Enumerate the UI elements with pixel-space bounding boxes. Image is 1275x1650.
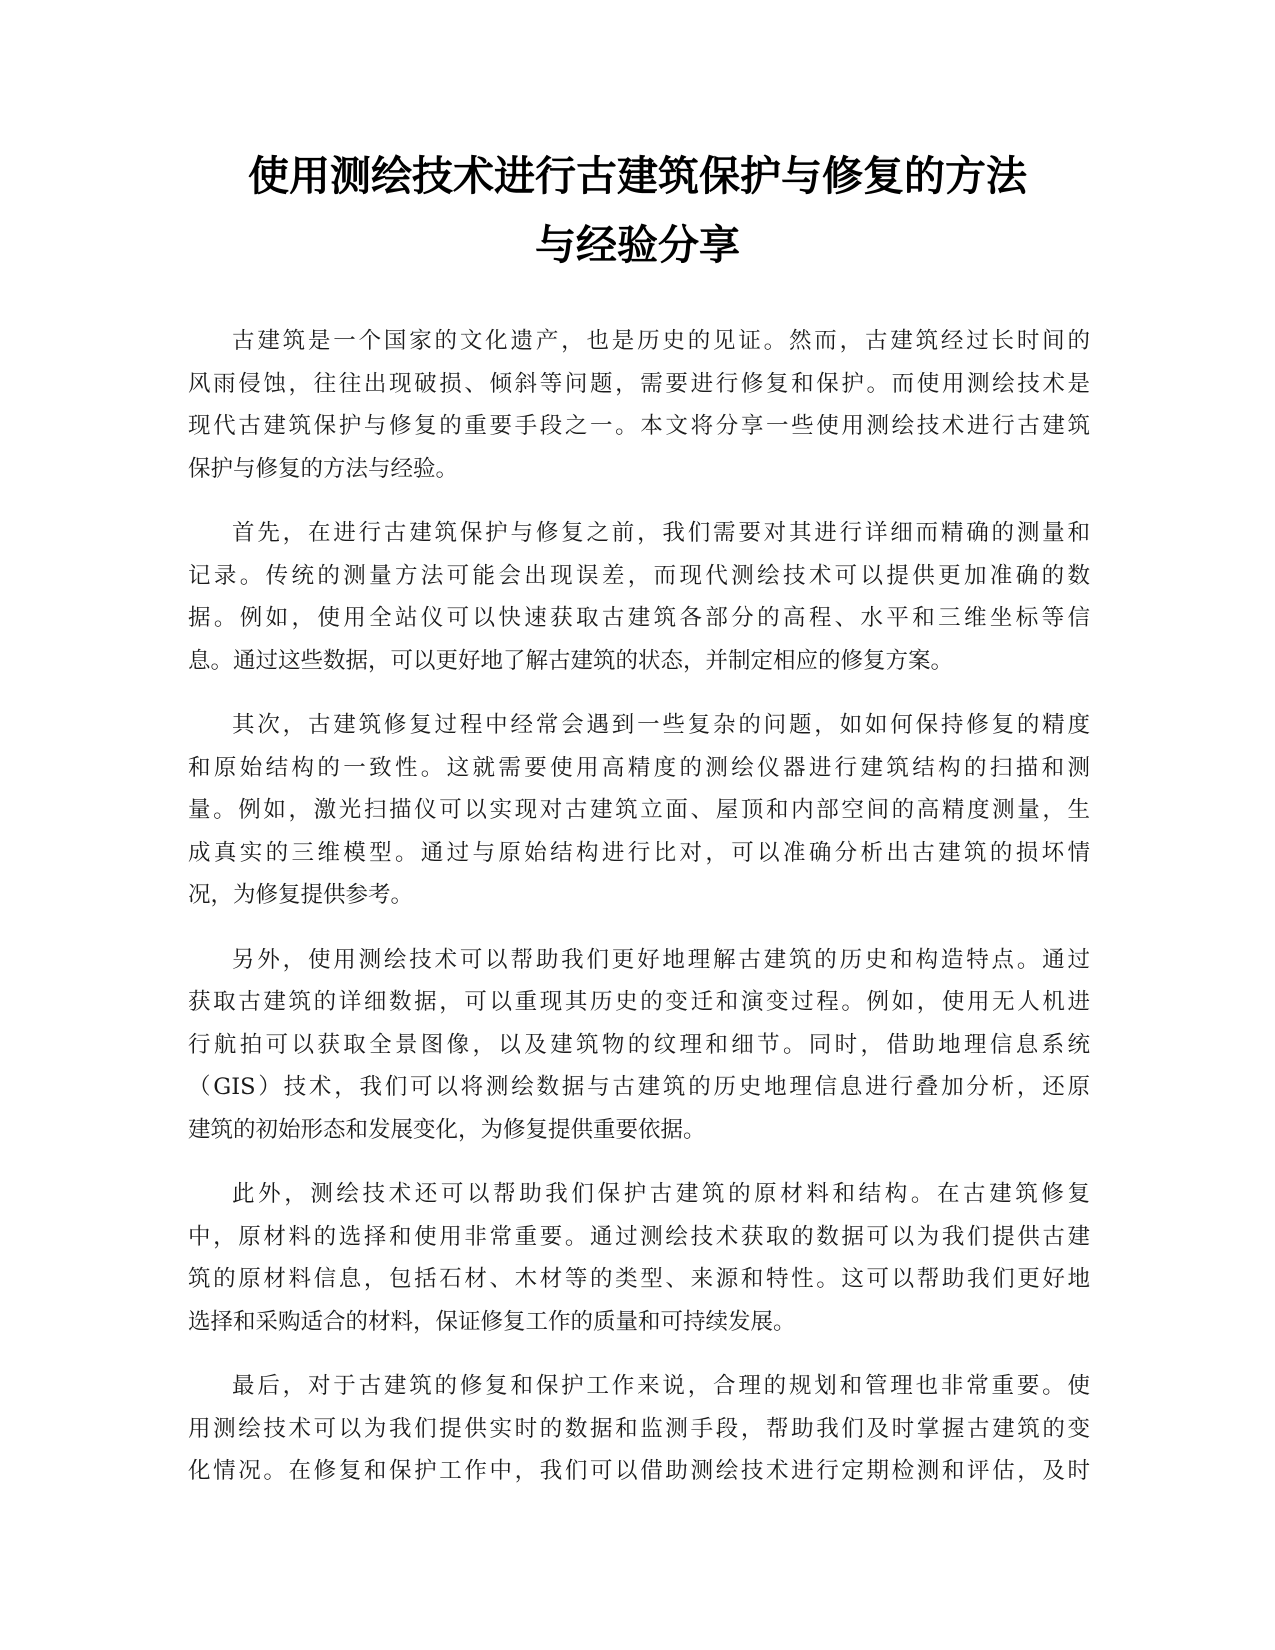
text-line: 量。例如，激光扫描仪可以实现对古建筑立面、屋顶和内部空间的高精度测量，生 [188, 797, 1090, 823]
text-line: 中，原材料的选择和使用非常重要。通过测绘技术获取的数据可以为我们提供古建 [188, 1223, 1090, 1250]
text-line: 行航拍可以获取全景图像，以及建筑物的纹理和细节。同时，借助地理信息系统 [188, 1031, 1090, 1058]
text-line: 选择和采购适合的材料，保证修复工作的质量和可持续发展。 [188, 1308, 796, 1335]
text-line: 化情况。在修复和保护工作中，我们可以借助测绘技术进行定期检测和评估，及时 [188, 1458, 1090, 1484]
text-line: 和原始结构的一致性。这就需要使用高精度的测绘仪器进行建筑结构的扫描和测 [188, 754, 1090, 781]
text-line: 成真实的三维模型。通过与原始结构进行比对，可以准确分析出古建筑的损坏情 [188, 839, 1090, 866]
paragraph-scanning [188, 704, 1090, 917]
paragraph-intro [188, 320, 1090, 490]
paragraph-measurement [188, 512, 1090, 682]
text-line: 据。例如，使用全站仪可以快速获取古建筑各部分的高程、水平和三维坐标等信 [188, 605, 1090, 631]
text-line: 建筑的初始形态和发展变化，为修复提供重要依据。 [188, 1116, 706, 1143]
document-title [150, 142, 1125, 280]
paragraph-management [188, 1365, 1090, 1493]
document-body [188, 320, 1090, 1515]
text-line: 此外，测绘技术还可以帮助我们保护古建筑的原材料和结构。在古建筑修复 [232, 1181, 1090, 1207]
text-line: 况，为修复提供参考。 [188, 882, 414, 908]
text-line: 保护与修复的方法与经验。 [188, 455, 459, 482]
paragraph-history [188, 939, 1090, 1152]
text-line: 筑的原材料信息，包括石材、木材等的类型、来源和特性。这可以帮助我们更好地 [188, 1266, 1090, 1292]
text-line: 用测绘技术可以为我们提供实时的数据和监测手段，帮助我们及时掌握古建筑的变 [188, 1415, 1090, 1442]
text-line: （GIS）技术，我们可以将测绘数据与古建筑的历史地理信息进行叠加分析，还原 [188, 1074, 1090, 1100]
text-line: 获取古建筑的详细数据，可以重现其历史的变迁和演变过程。例如，使用无人机进 [188, 989, 1090, 1015]
title-line: 与经验分享 [535, 221, 740, 269]
text-line: 风雨侵蚀，往往出现破损、倾斜等问题，需要进行修复和保护。而使用测绘技术是 [188, 370, 1090, 397]
text-line: 息。通过这些数据，可以更好地了解古建筑的状态，并制定相应的修复方案。 [188, 647, 954, 674]
text-line: 其次，古建筑修复过程中经常会遇到一些复杂的问题，如如何保持修复的精度 [232, 712, 1090, 738]
title-line: 使用测绘技术进行古建筑保护与修复的方法 [248, 152, 1027, 200]
paragraph-materials [188, 1173, 1090, 1343]
text-line: 现代古建筑保护与修复的重要手段之一。本文将分享一些使用测绘技术进行古建筑 [188, 413, 1090, 439]
text-line: 首先，在进行古建筑保护与修复之前，我们需要对其进行详细而精确的测量和 [232, 520, 1090, 546]
text-line: 另外，使用测绘技术可以帮助我们更好地理解古建筑的历史和构造特点。通过 [232, 946, 1090, 973]
text-line: 古建筑是一个国家的文化遗产，也是历史的见证。然而，古建筑经过长时间的 [232, 328, 1090, 354]
text-line: 最后，对于古建筑的修复和保护工作来说，合理的规划和管理也非常重要。使 [232, 1373, 1090, 1399]
text-line: 记录。传统的测量方法可能会出现误差，而现代测绘技术可以提供更加准确的数 [188, 562, 1090, 589]
